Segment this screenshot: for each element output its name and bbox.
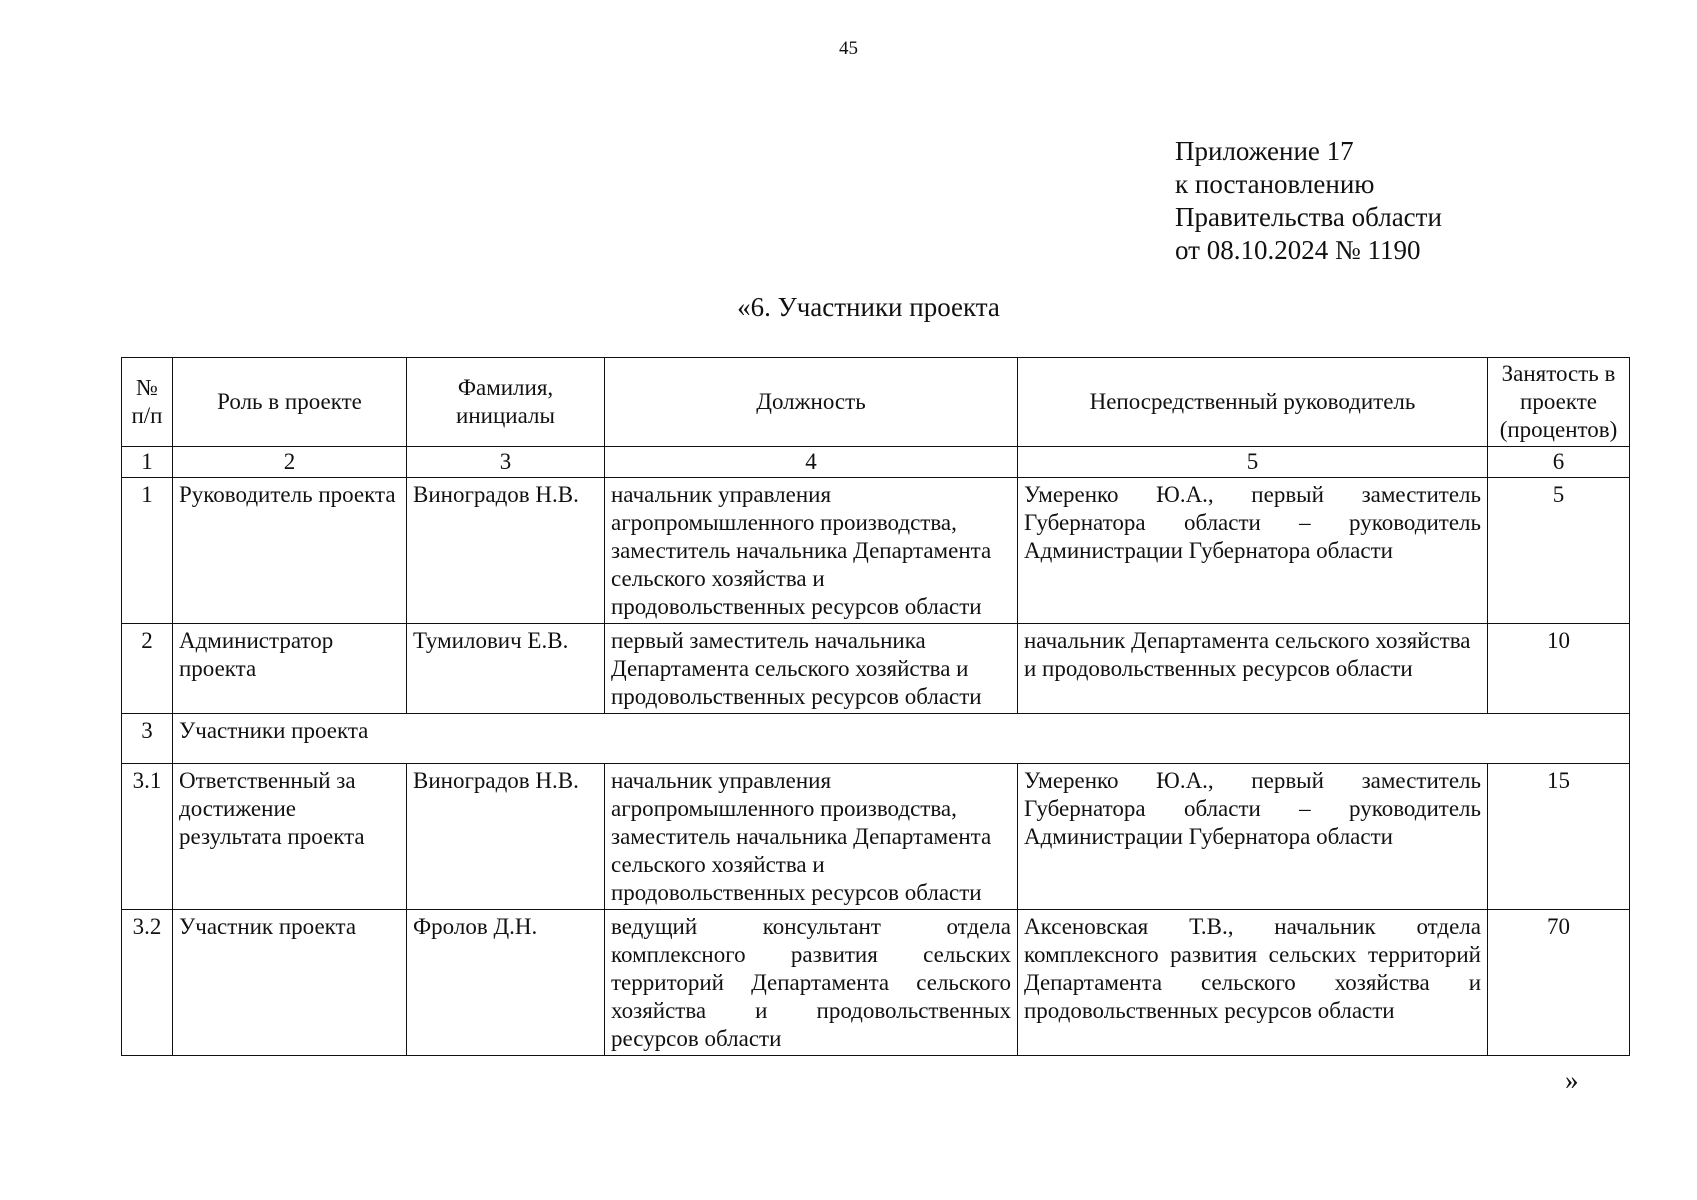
section-title: «6. Участники проекта (737, 292, 1000, 322)
cell-name: Виноградов Н.В. (407, 764, 605, 910)
header-num: № п/п (122, 358, 173, 447)
column-number: 5 (1018, 447, 1488, 478)
cell-num: 3.2 (122, 910, 173, 1056)
table-row (122, 478, 1630, 624)
cell-load: 15 (1488, 764, 1630, 910)
column-number: 2 (173, 447, 407, 478)
cell-position: начальник управления агропромышленного производства, заместитель начальника Департамента сельского хозяйства и продовольственных ресурсов области (605, 764, 1018, 910)
header-supervisor: Непосредственный руководитель (1018, 358, 1488, 447)
column-number: 4 (605, 447, 1018, 478)
table-row (122, 764, 1630, 910)
cell-supervisor: Умеренко Ю.А., первый заместитель Губернатора области – руководитель Администрации Губернатора области (1018, 478, 1488, 624)
column-number: 1 (122, 447, 173, 478)
appendix-line: Приложение 17 (1175, 136, 1354, 166)
cell-load: 70 (1488, 910, 1630, 1056)
appendix-line: к постановлению (1175, 169, 1375, 199)
cell-role: Участник проекта (173, 910, 407, 1056)
cell-supervisor: начальник Департамента сельского хозяйства и продовольственных ресурсов области (1018, 624, 1488, 714)
appendix-line: от 08.10.2024 № 1190 (1175, 235, 1421, 265)
appendix-block (1175, 135, 1442, 267)
cell-role: Ответственный за достижение результата проекта (173, 764, 407, 910)
cell-name: Тумилович Е.В. (407, 624, 605, 714)
cell-num: 1 (122, 478, 173, 624)
cell-load: 10 (1488, 624, 1630, 714)
closing-quote: » (1565, 1065, 1579, 1095)
cell-name: Виноградов Н.В. (407, 478, 605, 624)
cell-position: ведущий консультант отдела комплексного развития сельских территорий Департамента сельского хозяйства и продовольственных ресурсов области (605, 910, 1018, 1056)
column-number: 3 (407, 447, 605, 478)
table-group-row (122, 714, 1630, 764)
cell-load: 5 (1488, 478, 1630, 624)
appendix-line: Правительства области (1175, 202, 1442, 232)
cell-group-label: Участники проекта (173, 714, 1630, 764)
cell-position: начальник управления агропромышленного производства, заместитель начальника Департамента сельского хозяйства и продовольственных ресурсов области (605, 478, 1018, 624)
cell-supervisor: Умеренко Ю.А., первый заместитель Губернатора области – руководитель Администрации Губернатора области (1018, 764, 1488, 910)
header-name: Фамилия, инициалы (407, 358, 605, 447)
header-role: Роль в проекте (173, 358, 407, 447)
cell-num: 2 (122, 624, 173, 714)
column-number: 6 (1488, 447, 1630, 478)
column-numbers-row (122, 447, 1630, 478)
cell-name: Фролов Д.Н. (407, 910, 605, 1056)
table-header-row (122, 358, 1630, 447)
cell-role: Руководитель проекта (173, 478, 407, 624)
header-load: Занятость в проекте (процентов) (1488, 358, 1630, 447)
table-row (122, 910, 1630, 1056)
cell-num: 3.1 (122, 764, 173, 910)
cell-position: первый заместитель начальника Департамента сельского хозяйства и продовольственных ресурсов области (605, 624, 1018, 714)
participants-table (121, 357, 1630, 1056)
page-number: 45 (839, 38, 858, 59)
cell-supervisor: Аксеновская Т.В., начальник отдела комплексного развития сельских территорий Департамента сельского хозяйства и продовольственных ресурсов области (1018, 910, 1488, 1056)
table-row (122, 624, 1630, 714)
cell-role: Администратор проекта (173, 624, 407, 714)
header-position: Должность (605, 358, 1018, 447)
cell-num: 3 (122, 714, 173, 764)
